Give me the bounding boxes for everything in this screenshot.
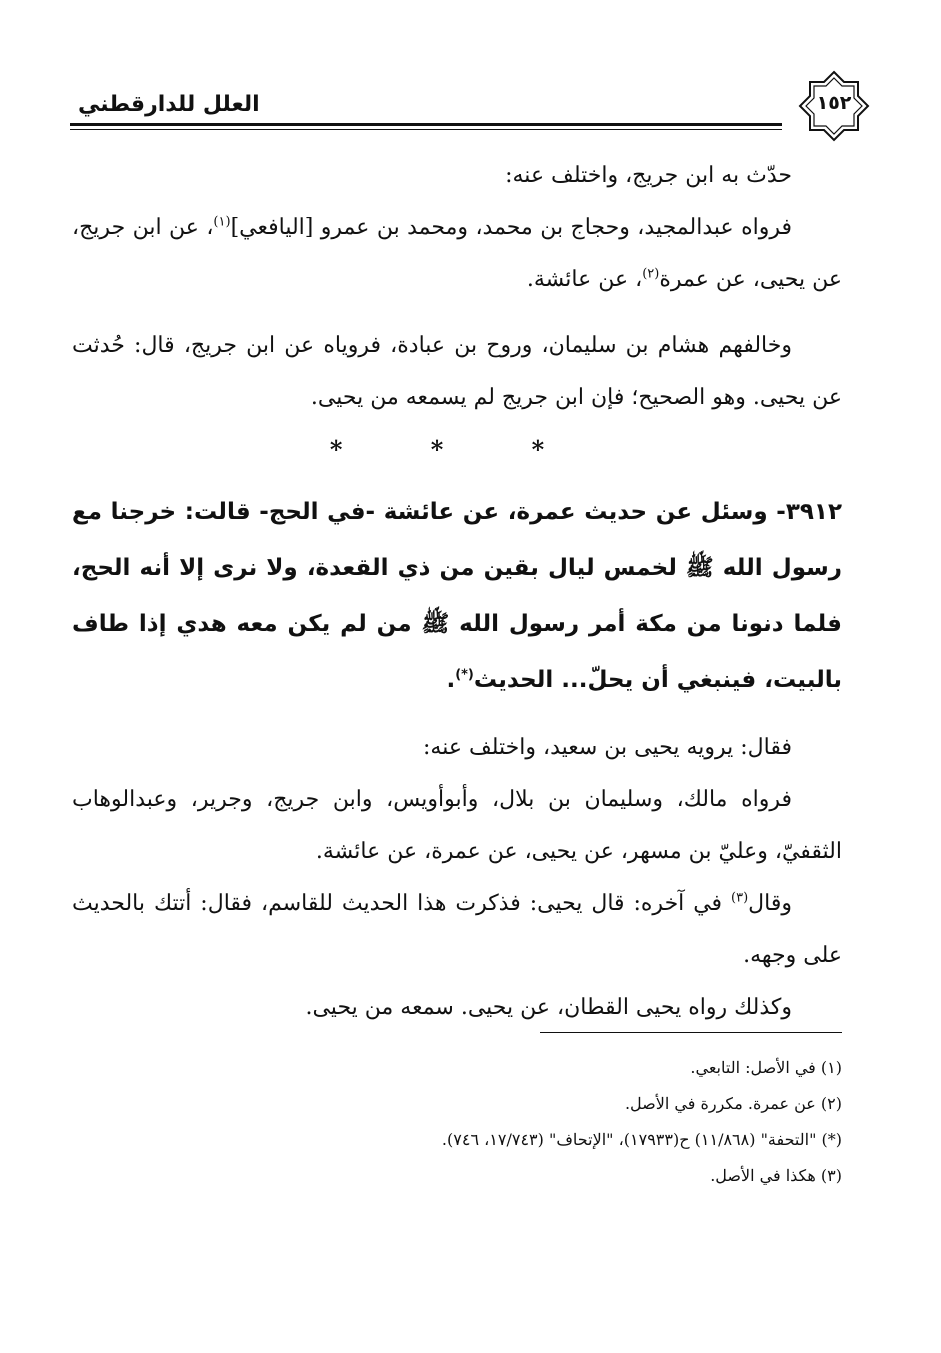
paragraph-4: فقال: يرويه يحيى بن سعيد، واختلف عنه: — [422, 735, 792, 760]
paragraph-2 — [72, 202, 842, 306]
footnote-1: (١) في الأصل: التابعي. — [690, 1058, 842, 1077]
paragraph-1: حدّث به ابن جريج، واختلف عنه: — [505, 163, 792, 188]
section-separator-stars: * * * — [329, 435, 585, 464]
paragraph-6-part-b: في آخره: قال يحيى: فذكرت هذا الحديث للقاسم، فقال: أتتك بالحديث على وجهه. — [72, 891, 842, 968]
footnote-ref-2: (٢) — [642, 266, 660, 282]
page-number: ١٥٢ — [816, 92, 852, 114]
footnote-divider — [540, 1032, 842, 1033]
book-title: العلل للدارقطني — [78, 92, 260, 117]
footnote-2: (٢) عن عمرة. مكررة في الأصل. — [624, 1094, 842, 1113]
hadith-text: ٣٩١٢- وسئل عن حديث عمرة، عن عائشة -في الحج- قالت: خرجنا مع رسول الله ﷺ لخمس ليال بقين من ذي القعدة، ولا نرى إلا أنه الحج، فلما دنونا من مكة أمر رسول الله ﷺ من لم يكن معه هدي إذا طاف بالبيت، فينبغي أن يحلّ... الحديث — [72, 499, 842, 693]
header-rule — [70, 123, 782, 126]
footnote-ref-3: (٣) — [731, 890, 749, 906]
footnotes — [72, 1050, 842, 1194]
paragraph-5: فرواه مالك، وسليمان بن بلال، وأبوأويس، وابن جريج، وجرير، وعبدالوهاب الثقفيّ، وعليّ بن مسهر، عن يحيى، عن عمرة، عن عائشة. — [72, 787, 842, 864]
footnote-star: (*) "التحفة" (١١/٨٦٨) ح(١٧٩٣٣)، "الإتحاف" (١٧/٧٤٣، ٧٤٦). — [441, 1130, 842, 1149]
paragraph-6 — [72, 878, 842, 982]
paragraph-2-part-c: ، عن عائشة. — [526, 267, 643, 292]
footnote-3: (٣) هكذا في الأصل. — [710, 1166, 842, 1185]
paragraph-gap — [72, 708, 842, 722]
main-text — [72, 150, 842, 1034]
paragraph-2-part-a: فرواه عبدالمجيد، وحجاج بن محمد، ومحمد بن عمرو [اليافعي] — [230, 215, 792, 240]
hadith-question — [72, 484, 842, 708]
paragraph-6-part-a: وقال — [748, 891, 792, 916]
footnote-ref-star: (*) — [455, 667, 474, 683]
page-header — [70, 78, 860, 138]
paragraph-2-part-b: ، عن ابن جريج، عن يحيى، عن عمرة — [72, 215, 842, 292]
paragraph-7: وكذلك رواه يحيى القطان، عن يحيى. سمعه من يحيى. — [305, 995, 792, 1020]
footnote-ref-1: (١) — [213, 214, 231, 230]
paragraph-gap — [72, 306, 842, 320]
paragraph-3: وخالفهم هشام بن سليمان، وروح بن عبادة، فروياه عن ابن جريج، قال: حُدثت عن يحيى. وهو الصحيح؛ فإن ابن جريج لم يسمعه من يحيى. — [72, 333, 842, 410]
hadith-end: . — [446, 667, 456, 693]
header-rule-thin — [70, 129, 782, 130]
